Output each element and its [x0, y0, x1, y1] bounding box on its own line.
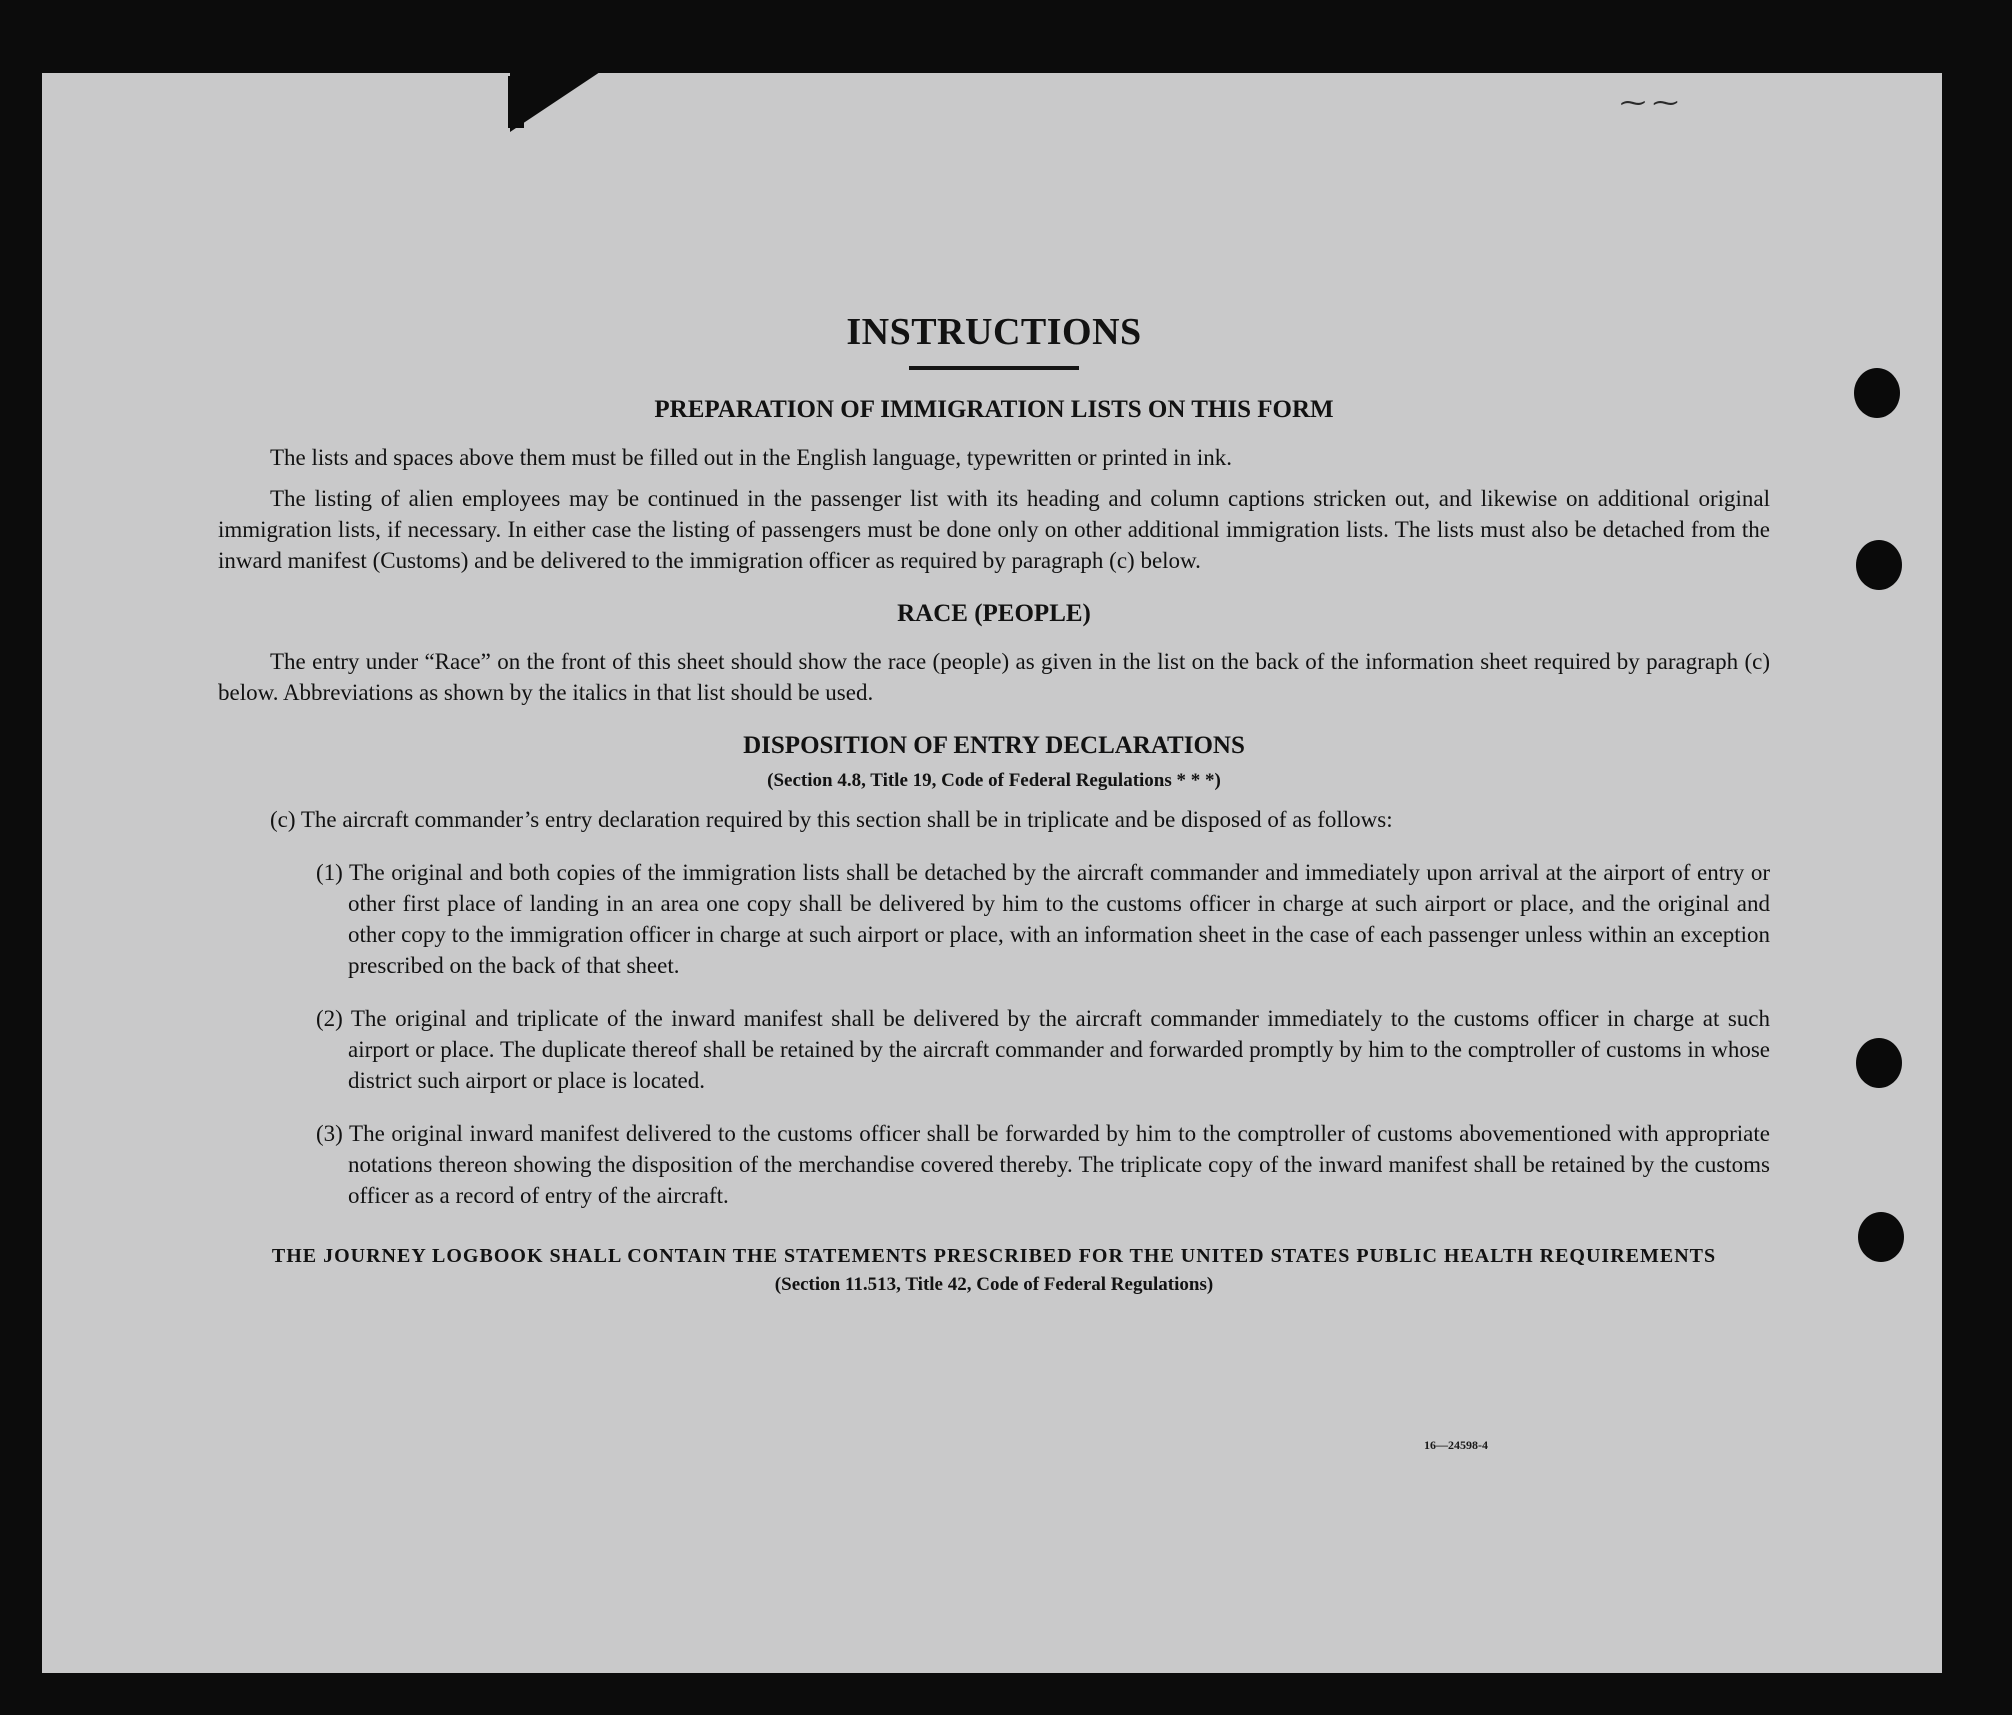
- preparation-paragraph-2: The listing of alien employees may be continued in the passenger list with its heading and column captions stricken out, and likewise on additional original immigration lists, if necessary. In either case the listing of passengers must be done only on other additional immigration lists. The lists must also be detached from the inward manifest (Customs) and be delivered to the immigration officer as required by paragraph (c) below.: [218, 486, 1770, 573]
- logbook-citation: (Section 11.513, Title 42, Code of Federal Regulations): [774, 1274, 1214, 1295]
- disposition-item-2: (2) The original and triplicate of the inward manifest shall be delivered by the aircraft commander immediately to the customs officer in charge at such airport or place. The duplicate thereof shall be retained by the aircraft commander and forwarded promptly by him to the comptroller of customs in whose district such airport or place is located.: [316, 1006, 1770, 1093]
- pencil-mark: ⁓ ⁓: [1620, 88, 1679, 117]
- preparation-paragraph-1: The lists and spaces above them must be filled out in the English language, typewritten or printed in ink.: [270, 445, 1232, 470]
- page-title: INSTRUCTIONS: [846, 311, 1142, 353]
- disposition-intro: (c) The aircraft commander’s entry declaration required by this section shall be in triplicate and be disposed of as follows:: [270, 807, 1393, 832]
- punch-hole: [1854, 368, 1900, 418]
- disposition-item-1: (1) The original and both copies of the immigration lists shall be detached by the aircraft commander and immediately upon arrival at the airport of entry or other first place of landing in an area one copy shall be delivered by him to the customs officer in charge at such airport or place, and the original and other copy to the immigration officer in charge at such airport or place, with an information sheet in the case of each passenger unless within an exception prescribed on the back of that sheet.: [316, 860, 1770, 978]
- logbook-statement: THE JOURNEY LOGBOOK SHALL CONTAIN THE STATEMENTS PRESCRIBED FOR THE UNITED STATES PUBLIC HEALTH REQUIREMENTS: [271, 1245, 1717, 1267]
- title-underline: [909, 366, 1079, 370]
- disposition-item-3: (3) The original inward manifest delivered to the customs officer shall be forwarded by him to the comptroller of customs abovementioned with appropriate notations thereon showing the disposition of the merchandise covered thereby. The triplicate copy of the inward manifest shall be retained by the customs officer as a record of entry of the aircraft.: [316, 1121, 1770, 1208]
- disposition-citation: (Section 4.8, Title 19, Code of Federal Regulations * * *): [767, 770, 1221, 791]
- disposition-heading: DISPOSITION OF ENTRY DECLARATIONS: [743, 732, 1245, 759]
- torn-corner-edge: [508, 76, 524, 128]
- instructions-document: [218, 300, 1770, 1296]
- punch-hole: [1858, 1212, 1904, 1262]
- race-paragraph: The entry under “Race” on the front of this sheet should show the race (people) as given in the list on the back of the information sheet required by paragraph (c) below. Abbreviations as shown by the italics in that list should be used.: [218, 649, 1770, 705]
- race-heading: RACE (PEOPLE): [897, 600, 1091, 627]
- preparation-heading: PREPARATION OF IMMIGRATION LISTS ON THIS FORM: [654, 396, 1334, 423]
- punch-hole: [1856, 1038, 1902, 1088]
- punch-hole: [1856, 540, 1902, 590]
- form-number: 16—24598-4: [1424, 1438, 1488, 1452]
